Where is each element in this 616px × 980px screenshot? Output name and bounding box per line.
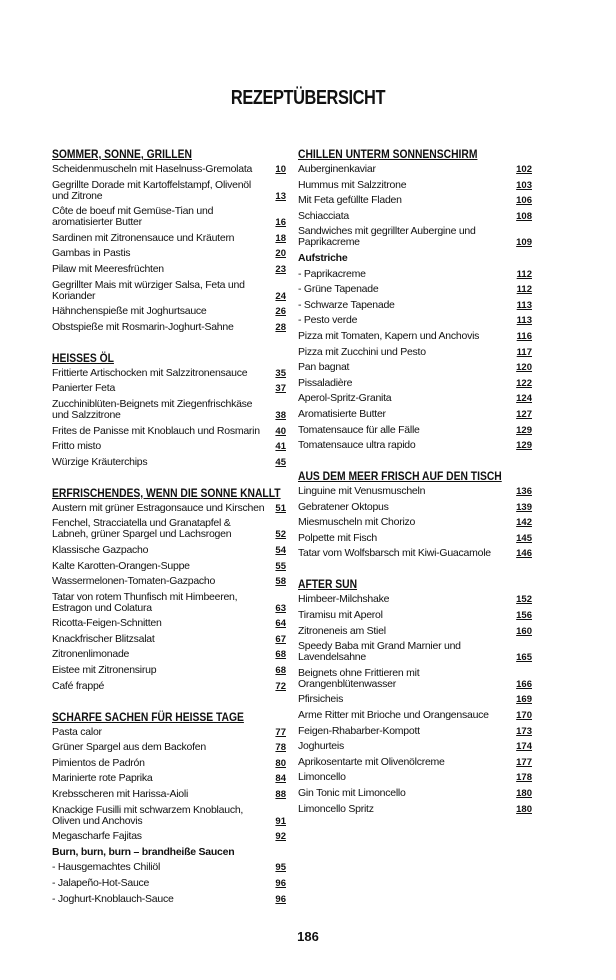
index-entry (52, 457, 286, 468)
recipe-name: Schiacciata (298, 209, 349, 222)
index-entry (52, 742, 286, 753)
recipe-page-number: 113 (516, 299, 532, 311)
recipe-page-number: 156 (516, 610, 532, 622)
recipe-page-number: 63 (275, 602, 286, 614)
recipe-page-number: 120 (516, 362, 532, 374)
index-section (52, 147, 286, 333)
recipe-page-number: 41 (275, 441, 286, 453)
recipe-page-number: 103 (516, 179, 532, 191)
recipe-page-number: 92 (275, 831, 286, 843)
index-entry (52, 789, 286, 800)
index-entry (52, 164, 286, 175)
recipe-name: Mit Feta gefüllte Fladen (298, 194, 402, 207)
index-entry (52, 681, 286, 692)
recipe-page-number: 122 (516, 377, 532, 389)
index-entry (298, 180, 532, 191)
recipe-page-number: 45 (275, 456, 286, 468)
index-entry (298, 741, 532, 752)
recipe-page-number: 180 (516, 803, 532, 815)
recipe-page-number: 95 (275, 862, 286, 874)
index-entry (298, 164, 532, 175)
recipe-name: Côte de boeuf mit Gemüse-Tian und aromatisierter Butter (52, 205, 214, 229)
recipe-name: - Joghurt-Knoblauch-Sauce (52, 892, 174, 905)
recipe-name: Eistee mit Zitronensirup (52, 664, 157, 677)
index-entry (298, 284, 532, 295)
index-entry (298, 668, 532, 690)
recipe-name: Tatar von rotem Thunfisch mit Himbeeren, Estragon und Colatura (52, 590, 238, 614)
index-entry (298, 486, 532, 497)
recipe-page-number: 37 (275, 383, 286, 395)
index-entry (298, 362, 532, 373)
index-entry (52, 634, 286, 645)
index-entry (52, 248, 286, 259)
recipe-page-number: 64 (275, 618, 286, 630)
index-entry (298, 315, 532, 326)
recipe-page-number: 102 (516, 164, 532, 175)
recipe-name: Aprikosentarte mit Olivenölcreme (298, 755, 445, 768)
recipe-name: Gin Tonic mit Limoncello (298, 787, 406, 799)
index-entry (298, 641, 532, 663)
index-entry (52, 545, 286, 556)
recipe-page-number: 18 (275, 232, 286, 244)
recipe-name: Zitronenlimonade (52, 648, 130, 661)
recipe-page-number: 55 (275, 560, 286, 572)
index-subheading (298, 253, 532, 264)
index-entry (298, 772, 532, 783)
recipe-name: Auberginenkaviar (298, 163, 376, 175)
recipe-name: Sandwiches mit gegrillter Aubergine und Paprikacreme (298, 225, 476, 249)
recipe-page-number: 96 (275, 878, 286, 889)
index-entry (52, 503, 286, 514)
recipe-name: Würzige Kräuterchips (52, 455, 148, 468)
index-subheading (52, 847, 286, 858)
index-entry (52, 322, 286, 333)
recipe-page-number: 142 (516, 517, 532, 529)
recipe-name: Tomatensauce für alle Fälle (298, 423, 420, 436)
index-entry (52, 618, 286, 629)
index-entry (298, 440, 532, 451)
recipe-name: Panierter Feta (52, 382, 116, 395)
section-title: HEISSES ÖL (52, 350, 114, 365)
recipe-name: Wassermelonen-Tomaten-Gazpacho (52, 575, 216, 588)
index-entry (52, 831, 286, 842)
recipe-page-number: 84 (275, 773, 286, 785)
recipe-page-number: 58 (275, 576, 286, 588)
recipe-name: Beignets ohne Frittieren mit Orangenblütenwasser (298, 666, 420, 690)
index-entry (298, 726, 532, 737)
index-entry (52, 665, 286, 676)
index-entry (52, 264, 286, 275)
index-entry (52, 576, 286, 587)
index-entry (298, 425, 532, 436)
recipe-page-number: 28 (275, 321, 286, 333)
index-entry (298, 502, 532, 513)
index-section (52, 351, 286, 468)
recipe-name: Scheidenmuscheln mit Haselnuss-Gremolata (52, 163, 253, 175)
index-entry (52, 368, 286, 379)
recipe-page-number: 20 (275, 248, 286, 260)
recipe-name: Tomatensauce ultra rapido (298, 439, 416, 452)
recipe-name: Café frappé (52, 679, 105, 692)
index-entry (52, 758, 286, 769)
recipe-page-number: 106 (516, 195, 532, 207)
recipe-name: Fenchel, Stracciatella und Granatapfel & Labneh, grüner Spargel und Lachsrogen (52, 517, 232, 541)
index-entry (52, 862, 286, 873)
recipe-page-number: 68 (275, 649, 286, 661)
index-entry (52, 441, 286, 452)
index-entry (298, 757, 532, 768)
recipe-page-number: 91 (275, 815, 286, 827)
recipe-name: Arme Ritter mit Brioche und Orangensauce (298, 709, 489, 722)
index-entry (298, 347, 532, 358)
index-entry (298, 195, 532, 206)
index-entry (52, 399, 286, 421)
recipe-name: Kalte Karotten-Orangen-Suppe (52, 559, 190, 572)
index-entry (298, 211, 532, 222)
recipe-page-number: 180 (516, 788, 532, 799)
index-entry (298, 331, 532, 342)
index-entry (52, 518, 286, 540)
section-title: AUS DEM MEER FRISCH AUF DEN TISCH (298, 469, 502, 484)
recipe-name: - Paprikacreme (298, 267, 366, 280)
recipe-name: Feigen-Rhabarber-Kompott (298, 724, 420, 737)
index-section (298, 147, 532, 451)
recipe-name: Klassische Gazpacho (52, 543, 149, 556)
recipe-page-number: 109 (516, 237, 532, 249)
recipe-page-number: 169 (516, 694, 532, 706)
index-entry (298, 300, 532, 311)
index-entry (52, 280, 286, 302)
index-entry (52, 894, 286, 905)
recipe-name: Sardinen mit Zitronensauce und Kräutern (52, 231, 235, 244)
recipe-page-number: 177 (516, 756, 532, 768)
recipe-name: - Grüne Tapenade (298, 283, 379, 296)
recipe-name: Joghurteis (298, 740, 344, 753)
recipe-name: - Pesto verde (298, 314, 358, 327)
recipe-page-number: 16 (275, 217, 286, 229)
recipe-name: Pfirsicheis (298, 693, 344, 706)
recipe-name: Burn, burn, burn – brandheiße Saucen (52, 845, 235, 858)
recipe-name: - Hausgemachtes Chiliöl (52, 861, 161, 874)
recipe-name: Knackfrischer Blitzsalat (52, 632, 155, 645)
recipe-name: Limoncello (298, 771, 346, 784)
recipe-name: Obstspieße mit Rosmarin-Joghurt-Sahne (52, 320, 234, 333)
recipe-name: Pizza mit Zucchini und Pesto (298, 345, 426, 358)
recipe-name: Frittierte Artischocken mit Salzzitronensauce (52, 366, 248, 379)
recipe-name: Pizza mit Tomaten, Kapern und Anchovis (298, 329, 480, 342)
recipe-page-number: 160 (516, 625, 532, 637)
recipe-page-number: 72 (275, 680, 286, 692)
recipe-page-number: 54 (275, 544, 286, 556)
recipe-page-number: 80 (275, 757, 286, 769)
index-section (52, 486, 286, 692)
recipe-name: Gegrillter Mais mit würziger Salsa, Feta und Koriander (52, 278, 245, 302)
recipe-name: Speedy Baba mit Grand Marnier und Lavendelsahne (298, 640, 461, 664)
recipe-name: Grüner Spargel aus dem Backofen (52, 741, 206, 754)
recipe-name: Aperol-Spritz-Granita (298, 392, 392, 405)
index-entry (298, 548, 532, 559)
recipe-page-number: 139 (516, 501, 532, 513)
index-entry (52, 805, 286, 827)
section-title: SCHARFE SACHEN FÜR HEISSE TAGE (52, 709, 244, 724)
right-column (298, 147, 532, 833)
recipe-name: Aufstriche (298, 251, 348, 264)
recipe-name: Gebratener Oktopus (298, 500, 389, 513)
recipe-page-number: 152 (516, 594, 532, 606)
index-entry (298, 226, 532, 248)
section-title: CHILLEN UNTERM SONNENSCHIRM (298, 147, 478, 161)
index-entry (52, 649, 286, 660)
recipe-name: Gambas in Pastis (52, 247, 131, 260)
recipe-name: Himbeer-Milchshake (298, 593, 390, 606)
recipe-page-number: 51 (275, 502, 286, 514)
recipe-name: Miesmuscheln mit Chorizo (298, 516, 416, 529)
index-entry (298, 626, 532, 637)
recipe-page-number: 113 (516, 315, 532, 327)
index-entry (52, 206, 286, 228)
recipe-name: Hummus mit Salzzitrone (298, 178, 407, 191)
section-title: AFTER SUN (298, 577, 358, 592)
index-entry (298, 694, 532, 705)
index-entry (52, 878, 286, 889)
index-entry (298, 393, 532, 404)
recipe-page-number: 170 (516, 710, 532, 722)
recipe-page-number: 67 (275, 633, 286, 645)
page-number: 186 (297, 929, 319, 944)
recipe-page-number: 127 (516, 408, 532, 420)
recipe-name: Ricotta-Feigen-Schnitten (52, 617, 162, 630)
recipe-page-number: 112 (516, 284, 532, 296)
recipe-name: Fritto misto (52, 440, 101, 453)
recipe-page-number: 165 (516, 652, 532, 664)
index-entry (52, 383, 286, 394)
recipe-page-number: 13 (275, 190, 286, 202)
recipe-name: Limoncello Spritz (298, 802, 374, 815)
recipe-name: Gegrillte Dorade mit Kartoffelstampf, Olivenöl und Zitrone (52, 178, 251, 202)
recipe-page-number: 173 (516, 725, 532, 737)
recipe-page-number: 145 (516, 532, 532, 544)
index-entry (298, 378, 532, 389)
recipe-name: - Jalapeño-Hot-Sauce (52, 877, 150, 889)
recipe-page-number: 77 (275, 726, 286, 738)
recipe-page-number: 108 (516, 210, 532, 222)
index-entry (52, 426, 286, 437)
index-entry (52, 233, 286, 244)
index-entry (52, 306, 286, 317)
recipe-name: Austern mit grüner Estragonsauce und Kirschen (52, 501, 265, 514)
index-entry (298, 788, 532, 799)
index-entry (52, 561, 286, 572)
recipe-page-number: 178 (516, 772, 532, 784)
recipe-page-number: 136 (516, 486, 532, 498)
recipe-name: Frites de Panisse mit Knoblauch und Rosmarin (52, 424, 260, 437)
index-entry (298, 269, 532, 280)
recipe-name: - Schwarze Tapenade (298, 298, 395, 311)
index-entry (298, 610, 532, 621)
recipe-page-number: 35 (275, 367, 286, 379)
index-entry (298, 594, 532, 605)
recipe-name: Tatar vom Wolfsbarsch mit Kiwi-Guacamole (298, 547, 491, 560)
index-section (52, 710, 286, 905)
recipe-page-number: 116 (516, 330, 532, 342)
recipe-name: Zitroneneis am Stiel (298, 624, 386, 637)
recipe-page-number: 117 (516, 346, 532, 358)
recipe-page-number: 38 (275, 409, 286, 421)
page-title: REZEPTÜBERSICHT (230, 87, 386, 109)
recipe-name: Polpette mit Fisch (298, 531, 377, 544)
recipe-page-number: 166 (516, 678, 532, 690)
recipe-name: Krebsscheren mit Harissa-Aioli (52, 788, 189, 801)
recipe-name: Pissaladière (298, 376, 353, 389)
recipe-name: Zucchiniblüten-Beignets mit Ziegenfrischkäse und Salzzitrone (52, 397, 253, 421)
recipe-page-number: 40 (275, 425, 286, 437)
recipe-page-number: 112 (516, 268, 532, 280)
recipe-name: Pan bagnat (298, 361, 350, 374)
recipe-name: Linguine mit Venusmuscheln (298, 485, 426, 498)
index-entry (52, 773, 286, 784)
recipe-page-number: 26 (275, 306, 286, 318)
recipe-page-number: 52 (275, 529, 286, 541)
index-entry (298, 710, 532, 721)
index-section (298, 469, 532, 559)
recipe-name: Marinierte rote Paprika (52, 772, 153, 785)
index-entry (298, 409, 532, 420)
index-entry (52, 592, 286, 614)
recipe-name: Knackige Fusilli mit schwarzem Knoblauch, Oliven und Anchovis (52, 803, 244, 827)
recipe-page-number: 23 (275, 263, 286, 275)
recipe-page-number: 24 (275, 290, 286, 302)
recipe-page-number: 10 (275, 164, 286, 175)
recipe-page-number: 78 (275, 742, 286, 754)
recipe-page-number: 88 (275, 789, 286, 801)
left-column (52, 147, 286, 923)
recipe-name: Tiramisu mit Aperol (298, 609, 383, 622)
recipe-page-number: 68 (275, 665, 286, 677)
recipe-name: Pasta calor (52, 725, 102, 738)
section-title: ERFRISCHENDES, WENN DIE SONNE KNALLT (52, 485, 281, 500)
recipe-page-number: 146 (516, 548, 532, 560)
index-entry (52, 727, 286, 738)
recipe-name: Pimientos de Padrón (52, 756, 145, 769)
index-entry (298, 804, 532, 815)
recipe-name: Hähnchenspieße mit Joghurtsauce (52, 305, 207, 318)
index-entry (52, 180, 286, 202)
recipe-page-number: 96 (275, 893, 286, 905)
recipe-name: Megascharfe Fajitas (52, 830, 142, 843)
recipe-page-number: 129 (516, 440, 532, 452)
recipe-name: Aromatisierte Butter (298, 407, 386, 420)
recipe-page-number: 174 (516, 741, 532, 753)
index-entry (298, 533, 532, 544)
recipe-page-number: 124 (516, 393, 532, 405)
recipe-name: Pilaw mit Meeresfrüchten (52, 262, 164, 275)
index-section (298, 577, 532, 814)
section-title: SOMMER, SONNE, GRILLEN (52, 147, 192, 161)
recipe-page-number: 129 (516, 424, 532, 436)
index-entry (298, 517, 532, 528)
